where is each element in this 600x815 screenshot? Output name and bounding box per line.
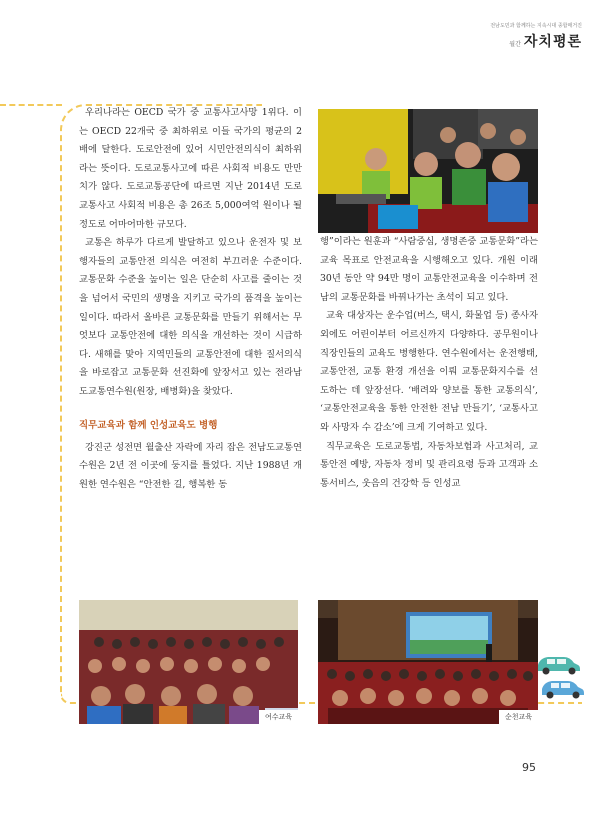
photo-illustration [79, 600, 298, 724]
page-number: 95 [522, 761, 536, 774]
photo-suncheon-education [318, 600, 538, 724]
paragraph: 행”이라는 원훈과 “사람중심, 생명존중 교통문화”라는 교육 목표로 안전교육을 시행해오고 있다. 개원 이래 30년 동안 약 94만 명이 교통안전교육을 이수하며 전남의 교통문화를 바꿔나가는 초석이 되고 있다. [320, 236, 538, 303]
masthead-label: 월간 [509, 41, 521, 48]
magazine-title: 자치평론 [523, 34, 582, 50]
car-illustration [534, 652, 586, 700]
paragraph: 교통은 하루가 다르게 발달하고 있으나 운전자 및 보행자들의 교통안전 의식은 여전히 부끄러운 수준이다. 교통문화 수준을 높이는 일은 단순히 사고를 줄이는 것을 넘어서 국민의 생명을 지키고 국가의 품격을 높이는 일이다. 따라서 올바른 교통문화를 만들기 위해서는 무엇보다 교통안전에 대한 의식을 개선하는 것이 시급하다. 새해를 맞아 지역민들의 교통안전에 대한 질서의식을 바로잡고 교통문화 선진화에 앞장서고 있는 전라남도교통연수원(원장, 배병화)을 찾았다. [79, 237, 302, 397]
dashed-frame-top [0, 104, 62, 106]
paragraph: 강진군 성전면 월출산 자락에 자리 잡은 전남도교통연수원은 2년 전 이곳에 둥지를 틀었다. 지난 1988년 개원한 연수원은 “안전한 길, 행복한 동 [79, 441, 302, 490]
right-text-column [320, 233, 538, 493]
photo-children-driving-simulator [318, 109, 538, 233]
paragraph: 우리나라는 OECD 국가 중 교통사고사망 1위다. 이는 OECD 22개국 중 최하위로 이들 국가의 평균의 2배에 달한다. 도로안전에 있어 시민안전의식이 최하위라는 뜻이다. 도로교통사고에 따른 사회적 비용도 만만치가 않다. 도로교통공단에 따르면 지난 2014년 도로교통사고 사회적 비용은 총 26조 5,000여억 원이나 될 정도로 어마어마한 규모다. [79, 107, 302, 230]
photo-caption: 여수교육 [259, 710, 298, 724]
photo-caption: 순천교육 [499, 710, 538, 724]
masthead [490, 22, 582, 51]
left-text-column [79, 104, 302, 494]
photo-illustration [318, 109, 538, 233]
paragraph: 직무교육은 도로교통법, 자동차보험과 사고처리, 교통안전 예방, 자동차 정비 및 관리요령 등과 고객과 소통서비스, 웃음의 건강학 등 인성교 [320, 440, 538, 489]
photo-illustration [318, 600, 538, 724]
photo-yeosu-education [79, 600, 298, 724]
paragraph: 교육 대상자는 운수업(버스, 택시, 화물업 등) 종사자 외에도 어린이부터 어르신까지 다양하다. 공무원이나 직장인들의 교육도 병행한다. 연수원에서는 운전행태, 교통안전, 교통 환경 개선을 이뤄 교통문화지수를 선도하는 데 앞장선다. ‘배려와 양보를 통한 교통의식’, ‘교통안전교육을 통한 안전한 전남 만들기’, ‘교통사고와 사망자 수 감소’에 크게 기여하고 있다. [320, 310, 538, 433]
teal-car-icon [538, 657, 580, 675]
section-subheading: 직무교육과 함께 인성교육도 병행 [79, 419, 218, 431]
masthead-tagline: 전남도민과 함께하는 지속시대 종합매거진 [490, 23, 582, 29]
blue-car-icon [542, 681, 584, 699]
